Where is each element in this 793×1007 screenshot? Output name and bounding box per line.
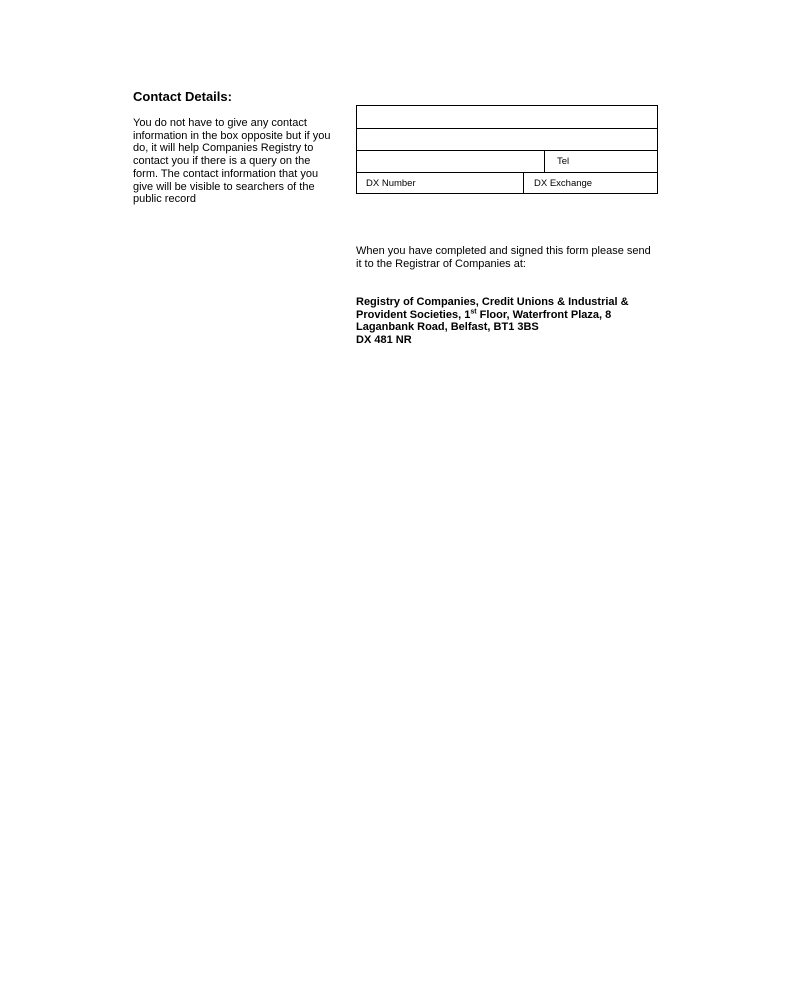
dx-exchange-label: DX Exchange xyxy=(534,178,593,189)
submission-instruction: When you have completed and signed this form please send it to the Registrar of Companies at: xyxy=(356,245,651,270)
address-dx: DX 481 NR xyxy=(356,333,412,346)
address-part1: Registry of Companies, Credit Unions & Industrial & Provident Societies, 1 xyxy=(356,296,629,321)
contact-dx-row xyxy=(357,173,657,194)
cell-divider xyxy=(523,173,524,194)
address-part2: Floor, Waterfront Plaza, 8 Laganbank Road, Belfast, BT1 3BS xyxy=(356,308,612,333)
dx-number-label: DX Number xyxy=(366,178,416,189)
contact-info-box xyxy=(356,105,658,194)
contact-name-field[interactable] xyxy=(357,106,657,129)
address-ordinal: st xyxy=(470,307,477,315)
contact-details-heading: Contact Details: xyxy=(133,89,232,104)
contact-address-field[interactable] xyxy=(357,129,657,151)
tel-label: Tel xyxy=(557,156,570,167)
contact-postcode-tel-row xyxy=(357,151,657,173)
cell-divider xyxy=(544,151,545,172)
contact-details-intro: You do not have to give any contact information in the box opposite but if you do, it will help Companies Registry to contact you if there is a query on the form. The contact information that you give will be visible to searchers of the public record xyxy=(133,117,331,206)
registrar-address xyxy=(356,296,656,346)
